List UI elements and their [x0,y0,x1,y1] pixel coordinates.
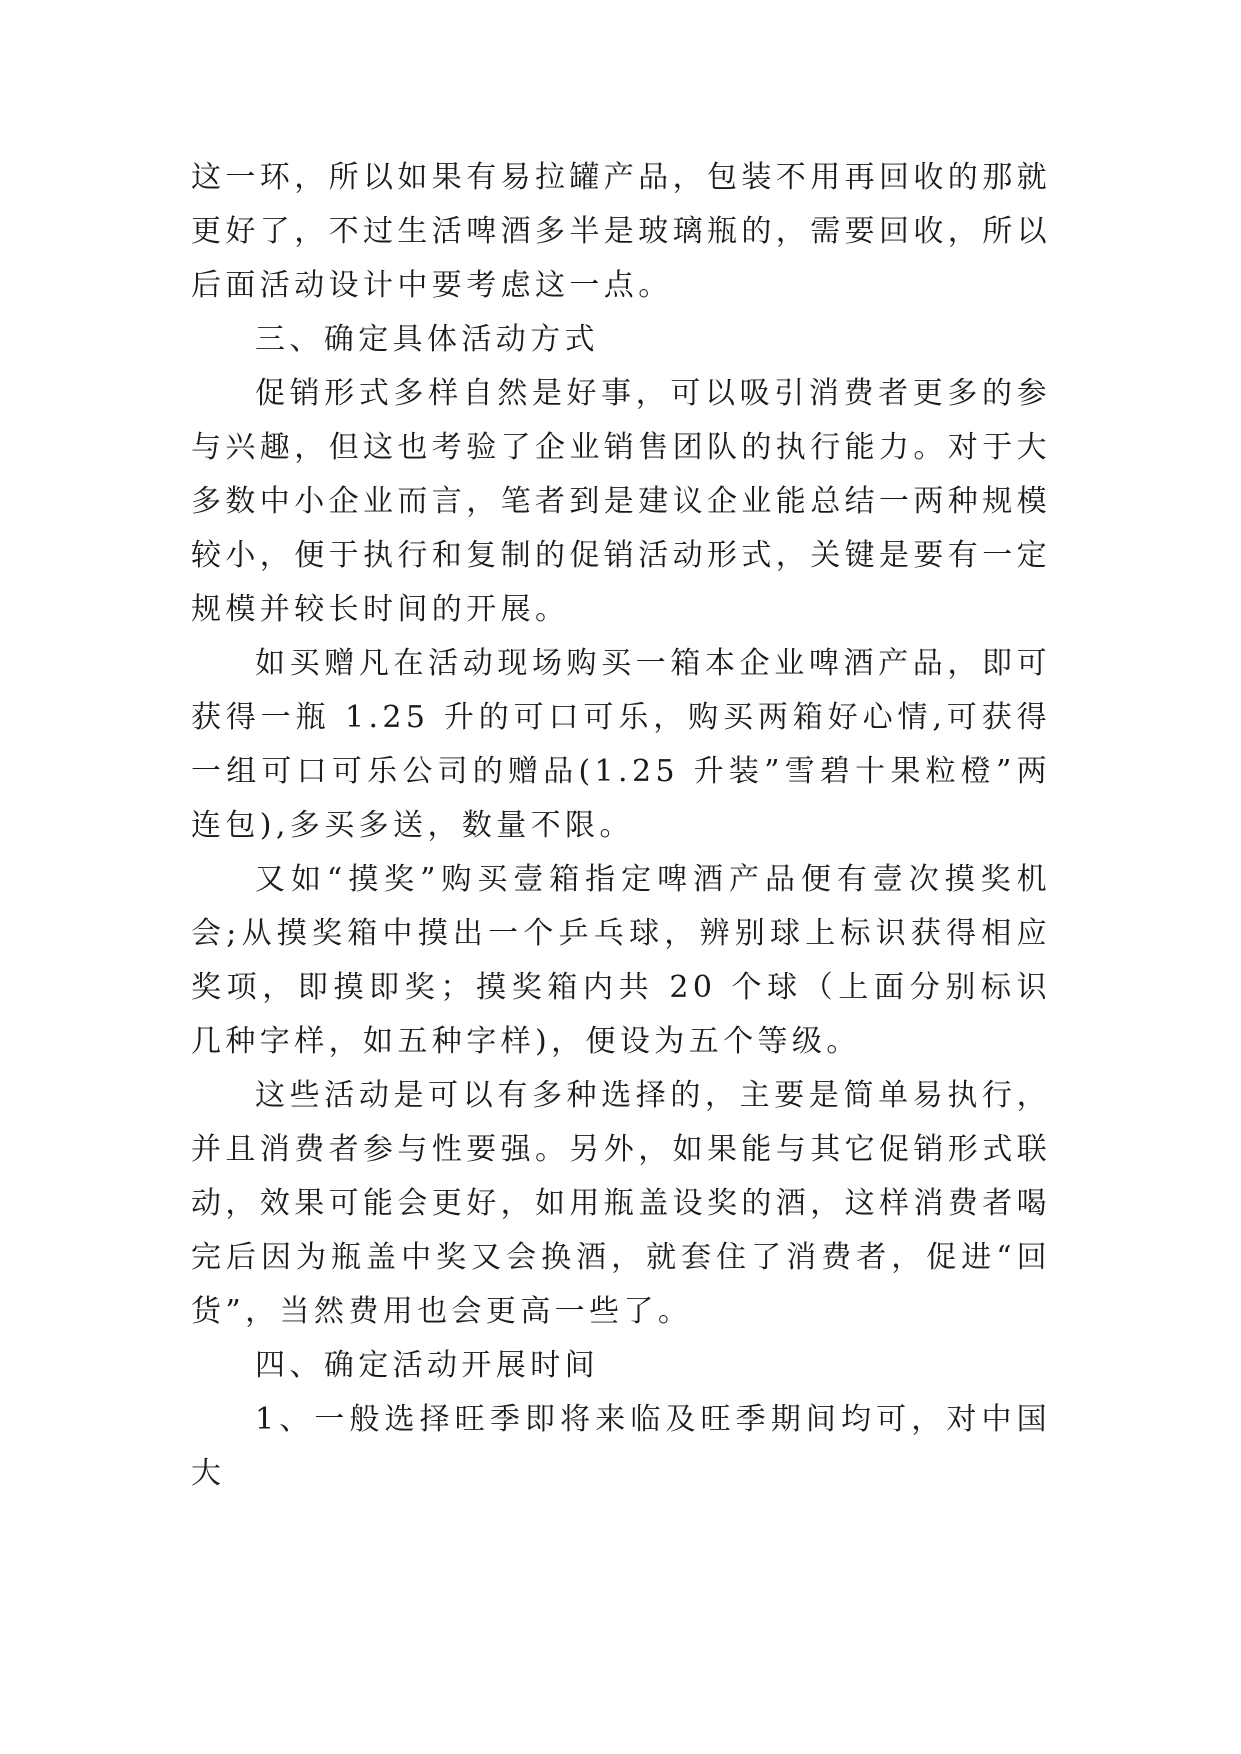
section-heading-activity-time: 四、确定活动开展时间 [255,1348,599,1383]
section-heading-activity-method: 三、确定具体活动方式 [255,322,599,357]
paragraph-activity-choices: 这些活动是可以有多种选择的，主要是简单易执行，并且消费者参与性要强。另外，如果能与其它促销形式联动，效果可能会更好，如用瓶盖设奖的酒，这样消费者喝完后因为瓶盖中奖又会换酒，就套住了消费者，促进“回货”，当然费用也会更高一些了。 [191,1078,1051,1329]
paragraph-promotion-forms: 促销形式多样自然是好事，可以吸引消费者更多的参与兴趣，但这也考验了企业销售团队的执行能力。对于大多数中小企业而言，笔者到是建议企业能总结一两种规模较小，便于执行和复制的促销活动形式，关键是要有一定规模并较长时间的开展。 [191,376,1051,627]
paragraph-buy-gift-example: 如买赠凡在活动现场购买一箱本企业啤酒产品，即可获得一瓶 1.25 升的可口可乐，购买两箱好心情,可获得一组可口可乐公司的赠品(1.25 升装”雪碧十果粒橙”两连包),多买多送，数量不限。 [191,646,1051,843]
paragraph-continuation: 这一环，所以如果有易拉罐产品，包装不用再回收的那就更好了，不过生活啤酒多半是玻璃瓶的，需要回收，所以后面活动设计中要考虑这一点。 [191,160,1051,303]
document-body [191,151,1051,1501]
paragraph-lottery-example: 又如“摸奖”购买壹箱指定啤酒产品便有壹次摸奖机会;从摸奖箱中摸出一个乒乓球，辨别球上标识获得相应奖项，即摸即奖；摸奖箱内共 20 个球（上面分别标识几种字样，如五种字样)，便设为五个等级。 [191,862,1051,1059]
paragraph-timing-point-1: 1、一般选择旺季即将来临及旺季期间均可，对中国大 [191,1402,1051,1491]
